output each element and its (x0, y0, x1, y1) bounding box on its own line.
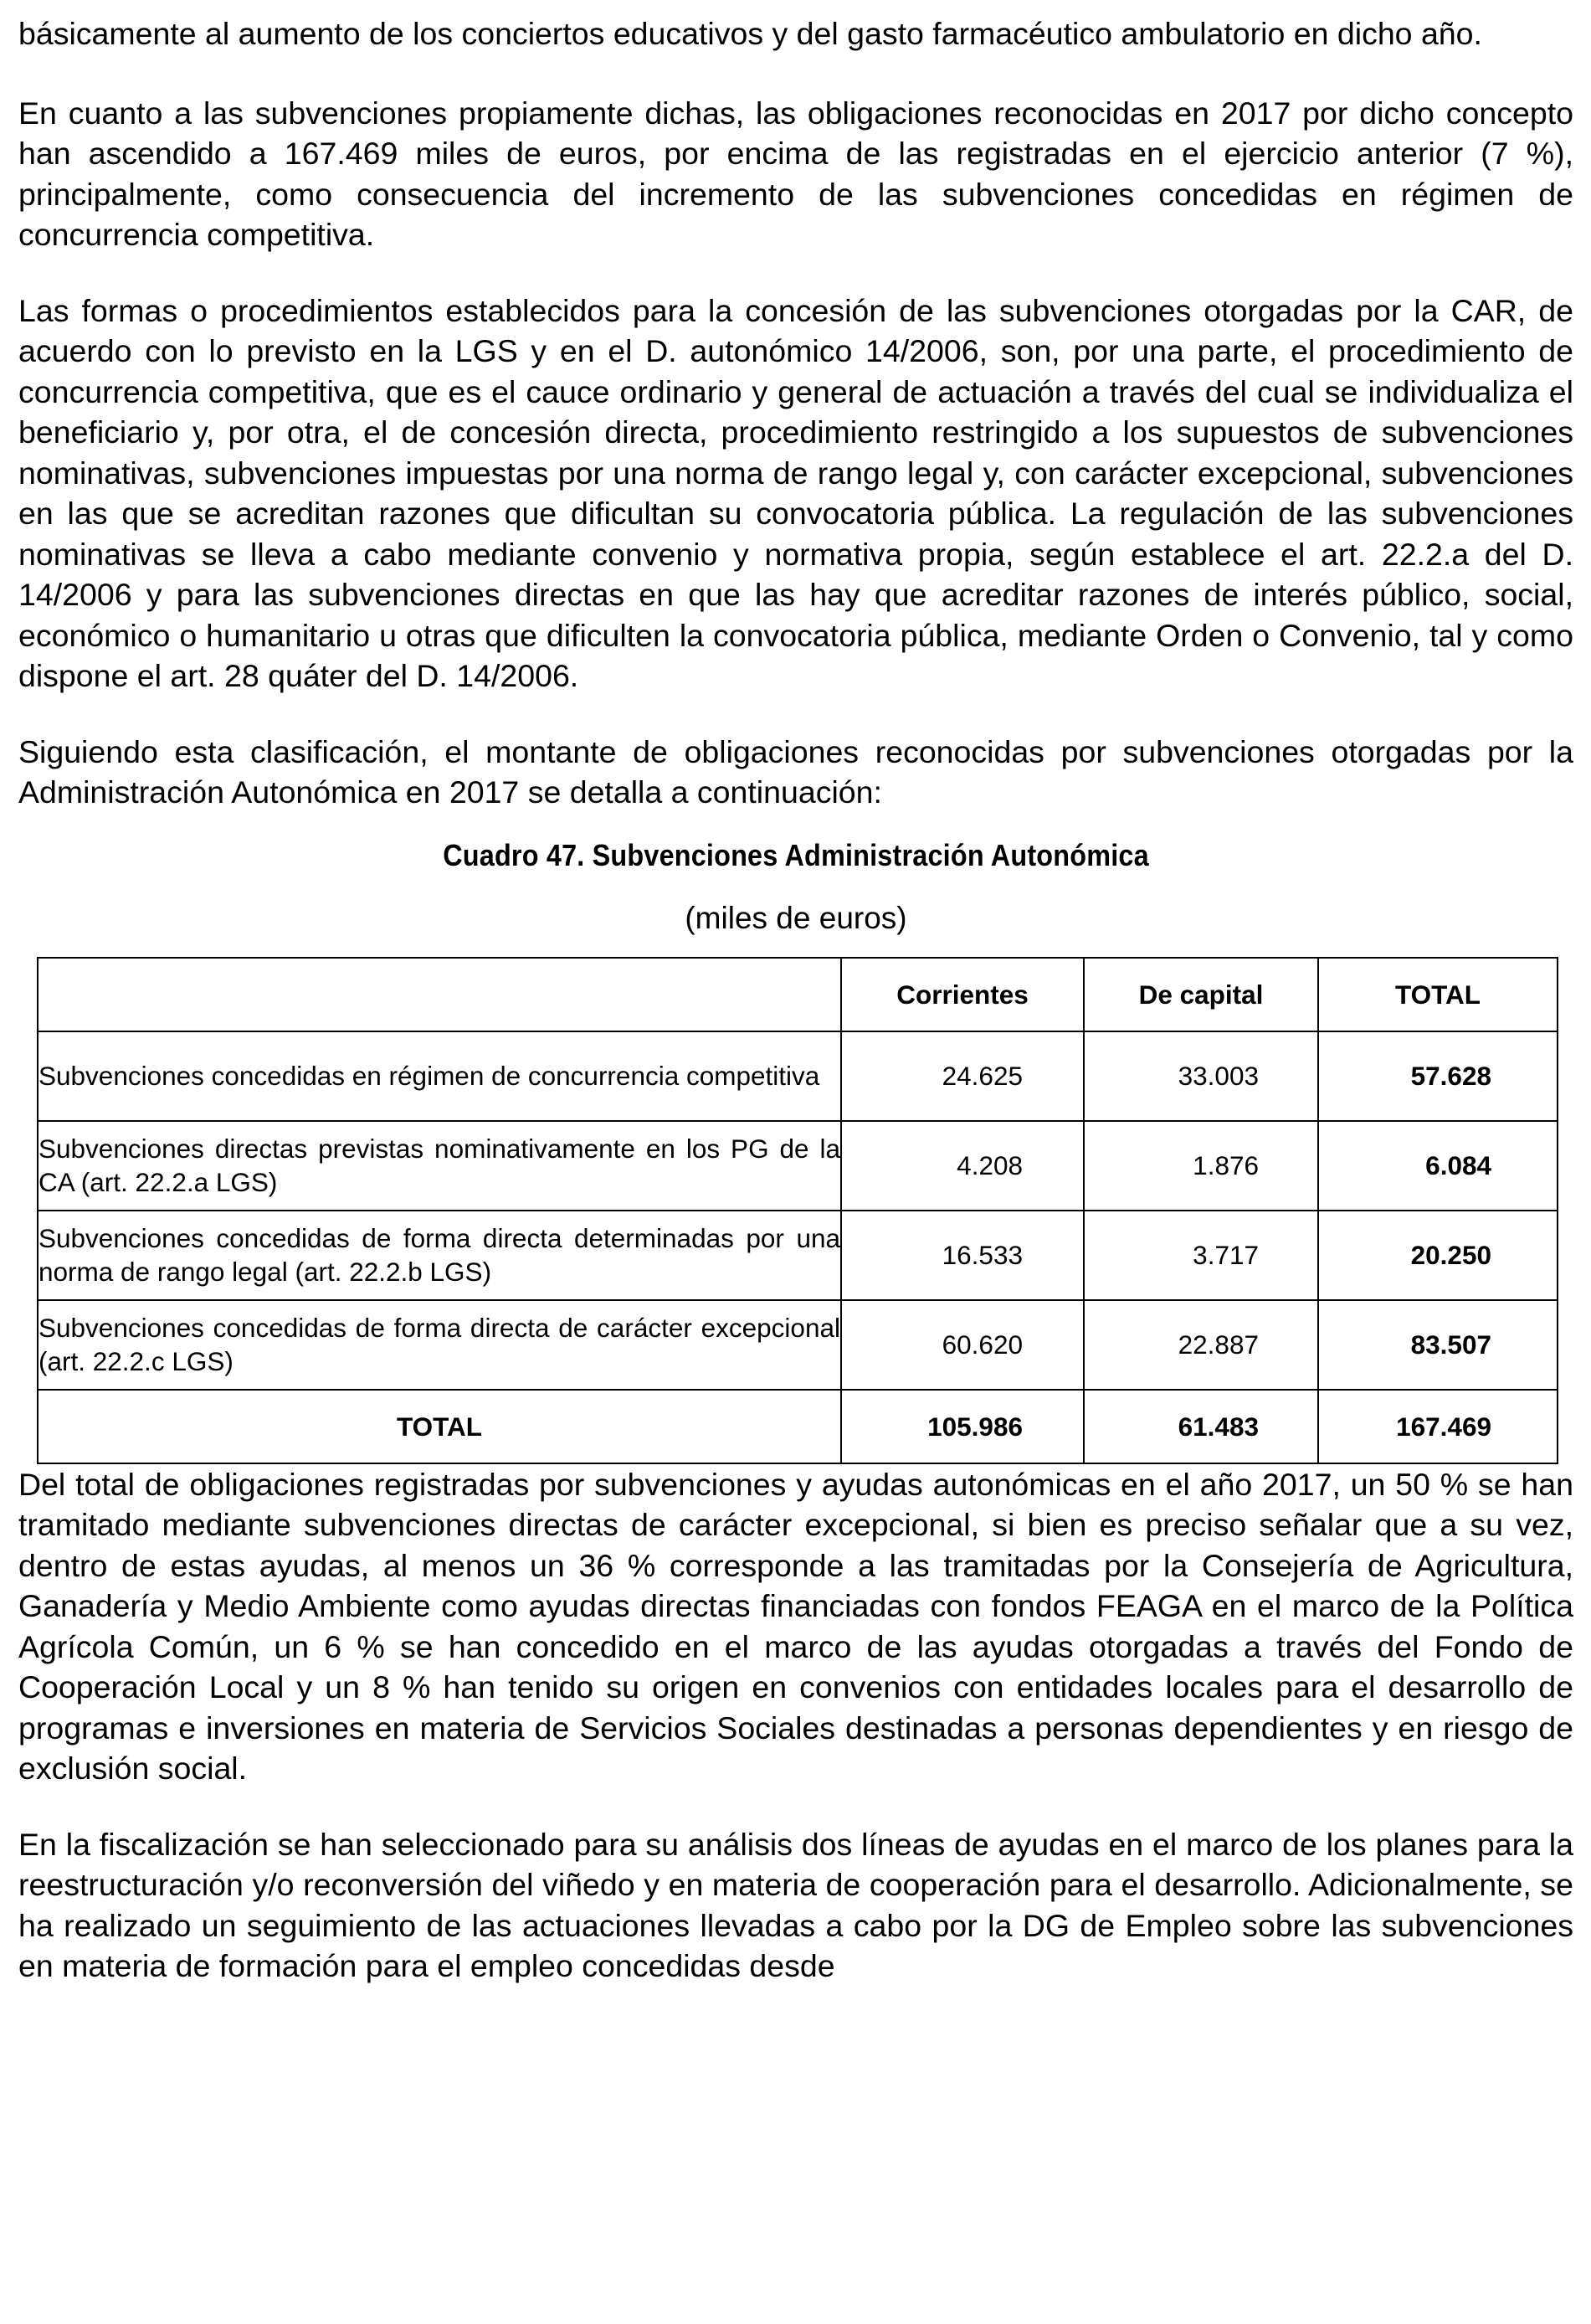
row-label: Subvenciones concedidas de forma directa determinadas por una norma de rango legal (art. 22.2.b LGS) (38, 1211, 841, 1300)
table-row (38, 1300, 1558, 1390)
table-row (38, 1031, 1558, 1121)
cell-total: 20.250 (1318, 1211, 1558, 1300)
cell-capital: 33.003 (1084, 1031, 1318, 1121)
table-row (38, 1121, 1558, 1211)
document-page (18, 13, 1573, 2022)
table-title: Cuadro 47. Subvenciones Administración Autonómica (443, 837, 1149, 872)
cell-capital: 22.887 (1084, 1300, 1318, 1390)
subsidies-table (37, 957, 1558, 1464)
total-capital: 61.483 (1084, 1390, 1318, 1463)
table-header-row (38, 958, 1558, 1031)
cell-corrientes: 60.620 (841, 1300, 1084, 1390)
cell-total: 6.084 (1318, 1121, 1558, 1211)
row-label: Subvenciones concedidas en régimen de concurrencia competitiva (38, 1031, 841, 1121)
paragraph: Las formas o procedimientos establecidos para la concesión de las subvenciones otorgadas por la CAR, de acuerdo con lo previsto en la LGS y en el D. autonómico 14/2006, son, por una parte, el procedimiento de concurrencia competitiva, que es el cauce ordinario y general de actuación a través del cual se individualiza el beneficiario y, por otra, el de concesión directa, procedimiento restringido a los supuestos de subvenciones nominativas, subvenciones impuestas por una norma de rango legal y, con carácter excepcional, subvenciones en las que se acreditan razones que dificultan su convocatoria pública. La regulación de las subvenciones nominativas se lleva a cabo mediante convenio y normativa propia, según establece el art. 22.2.a del D. 14/2006 y para las subvenciones directas en que las hay que acreditar razones de interés público, social, económico o humanitario u otras que dificulten la convocatoria pública, mediante Orden o Convenio, tal y como dispone el art. 28 quáter del D. 14/2006. (18, 292, 1573, 693)
cell-capital: 1.876 (1084, 1121, 1318, 1211)
header-capital: De capital (1084, 958, 1318, 1031)
table-row (38, 1211, 1558, 1300)
row-label: Subvenciones directas previstas nominativamente en los PG de la CA (art. 22.2.a LGS) (38, 1121, 841, 1211)
cell-capital: 3.717 (1084, 1211, 1318, 1300)
header-corrientes: Corrientes (841, 958, 1084, 1031)
table-units: (miles de euros) (685, 900, 907, 935)
row-label: Subvenciones concedidas de forma directa de carácter excepcional (art. 22.2.c LGS) (38, 1300, 841, 1390)
header-total: TOTAL (1318, 958, 1558, 1031)
header-empty (38, 958, 841, 1031)
paragraph: En cuanto a las subvenciones propiamente dichas, las obligaciones reconocidas en 2017 por dicho concepto han ascendido a 167.469 miles de euros, por encima de las registradas en el ejercicio anterior (7 %), principalmente, como consecuencia del incremento de las subvenciones concedidas en régimen de concurrencia competitiva. (18, 95, 1573, 252)
paragraph: Siguiendo esta clasificación, el montante de obligaciones reconocidas por subvenciones otorgadas por la Administración Autonómica en 2017 se detalla a continuación: (18, 733, 1573, 810)
cell-total: 83.507 (1318, 1300, 1558, 1390)
total-label: TOTAL (38, 1390, 841, 1463)
cell-corrientes: 16.533 (841, 1211, 1084, 1300)
paragraph: En la fiscalización se han seleccionado para su análisis dos líneas de ayudas en el marco de los planes para la reestructuración y/o reconversión del viñedo y en materia de cooperación para el desarrollo. Adicionalmente, se ha realizado un seguimiento de las actuaciones llevadas a cabo por la DG de Empleo sobre las subvenciones en materia de formación para el empleo concedidas desde (18, 1826, 1573, 1983)
cell-corrientes: 4.208 (841, 1121, 1084, 1211)
cell-total: 57.628 (1318, 1031, 1558, 1121)
total-corrientes: 105.986 (841, 1390, 1084, 1463)
paragraph: básicamente al aumento de los conciertos educativos y del gasto farmacéutico ambulatorio en dicho año. (18, 16, 1482, 51)
cell-corrientes: 24.625 (841, 1031, 1084, 1121)
paragraph: Del total de obligaciones registradas por subvenciones y ayudas autonómicas en el año 2017, un 50 % se han tramitado mediante subvenciones directas de carácter excepcional, si bien es preciso señalar que a su vez, dentro de estas ayudas, al menos un 36 % corresponde a las tramitadas por la Consejería de Agricultura, Ganadería y Medio Ambiente como ayudas directas financiadas con fondos FEAGA en el marco de la Política Agrícola Común, un 6 % se han concedido en el marco de las ayudas otorgadas a través del Fondo de Cooperación Local y un 8 % han tenido su origen en convenios con entidades locales para el desarrollo de programas e inversiones en materia de Servicios Sociales destinadas a personas dependientes y en riesgo de exclusión social. (18, 1466, 1573, 1786)
total-total: 167.469 (1318, 1390, 1558, 1463)
table-total-row (38, 1390, 1558, 1463)
